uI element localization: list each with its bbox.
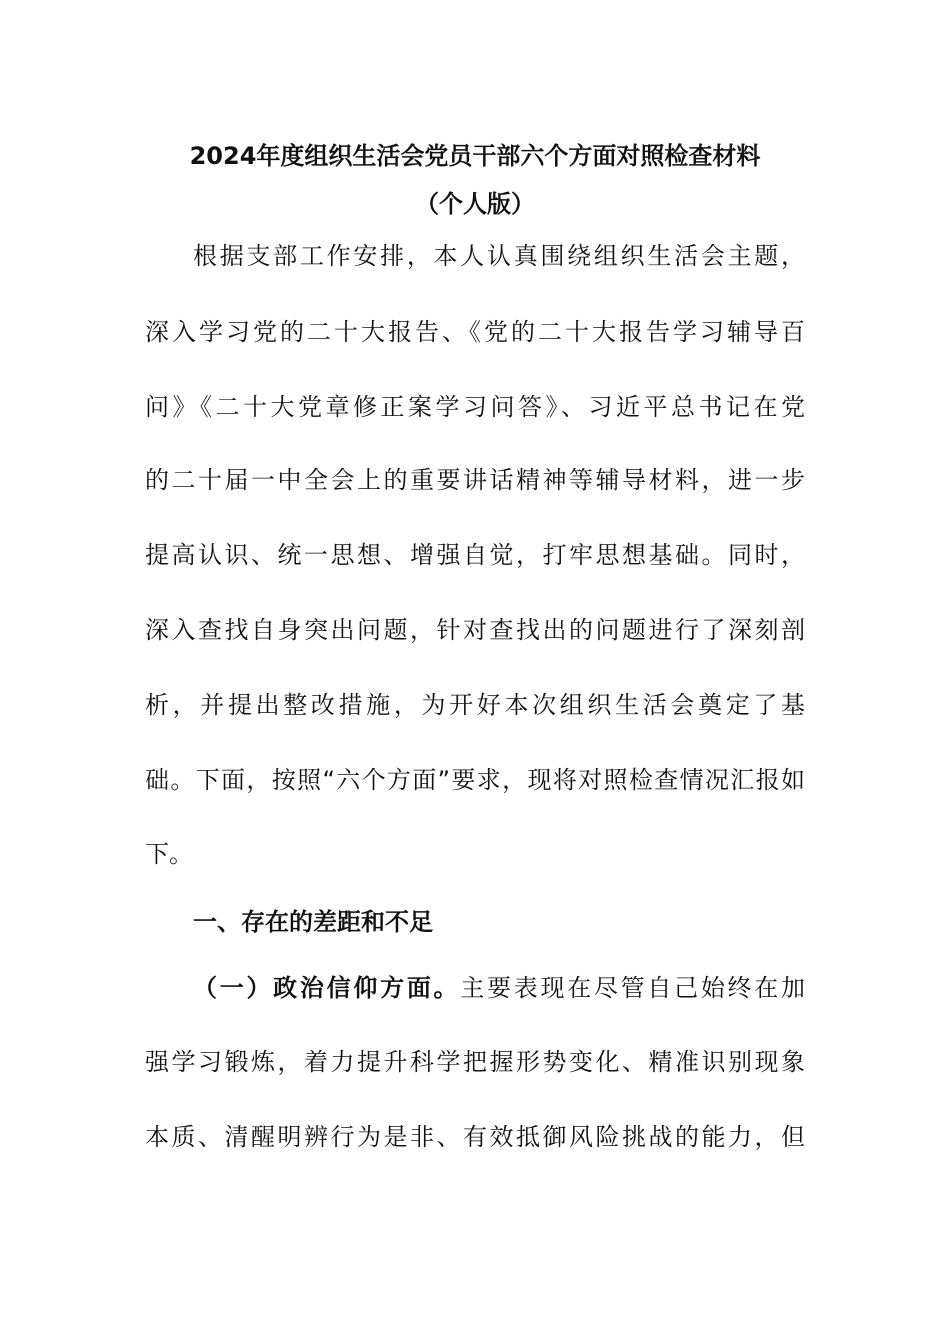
document-subtitle: （个人版） — [415, 190, 535, 218]
subsection-text: 主要表现在尽管自己始终在加 — [460, 974, 806, 1002]
paragraph-line: 深入查找自身突出问题，针对查找出的问题进行了深刻剖 — [145, 616, 805, 644]
paragraph-line: 的二十届一中全会上的重要讲话精神等辅导材料，进一步 — [145, 466, 805, 494]
document-title: 2024年度组织生活会党员干部六个方面对照检查材料 — [189, 142, 761, 170]
paragraph-line: 根据支部工作安排，本人认真围绕组织生活会主题， — [193, 242, 805, 270]
paragraph-line: 问》《二十大党章修正案学习问答》、习近平总书记在党 — [145, 393, 805, 421]
paragraph-line: 析，并提出整改措施，为开好本次组织生活会奠定了基 — [145, 691, 805, 719]
paragraph-line: 下。 — [145, 840, 193, 868]
subsection-first-line — [193, 968, 805, 1003]
paragraph-line: 本质、清醒明辨行为是非、有效抵御风险挑战的能力，但 — [145, 1123, 805, 1151]
paragraph-line: 深入学习党的二十大报告、《党的二十大报告学习辅导百 — [145, 318, 805, 346]
paragraph-line: 提高认识、统一思想、增强自觉，打牢思想基础。同时， — [145, 541, 805, 569]
section-heading: 一、存在的差距和不足 — [193, 908, 433, 936]
paragraph-line: 强学习锻炼，着力提升科学把握形势变化、精准识别现象 — [145, 1048, 805, 1076]
subsection-heading: （一）政治信仰方面。 — [193, 974, 461, 1002]
paragraph-line: 础。下面，按照“六个方面”要求，现将对照检查情况汇报如 — [145, 766, 805, 794]
